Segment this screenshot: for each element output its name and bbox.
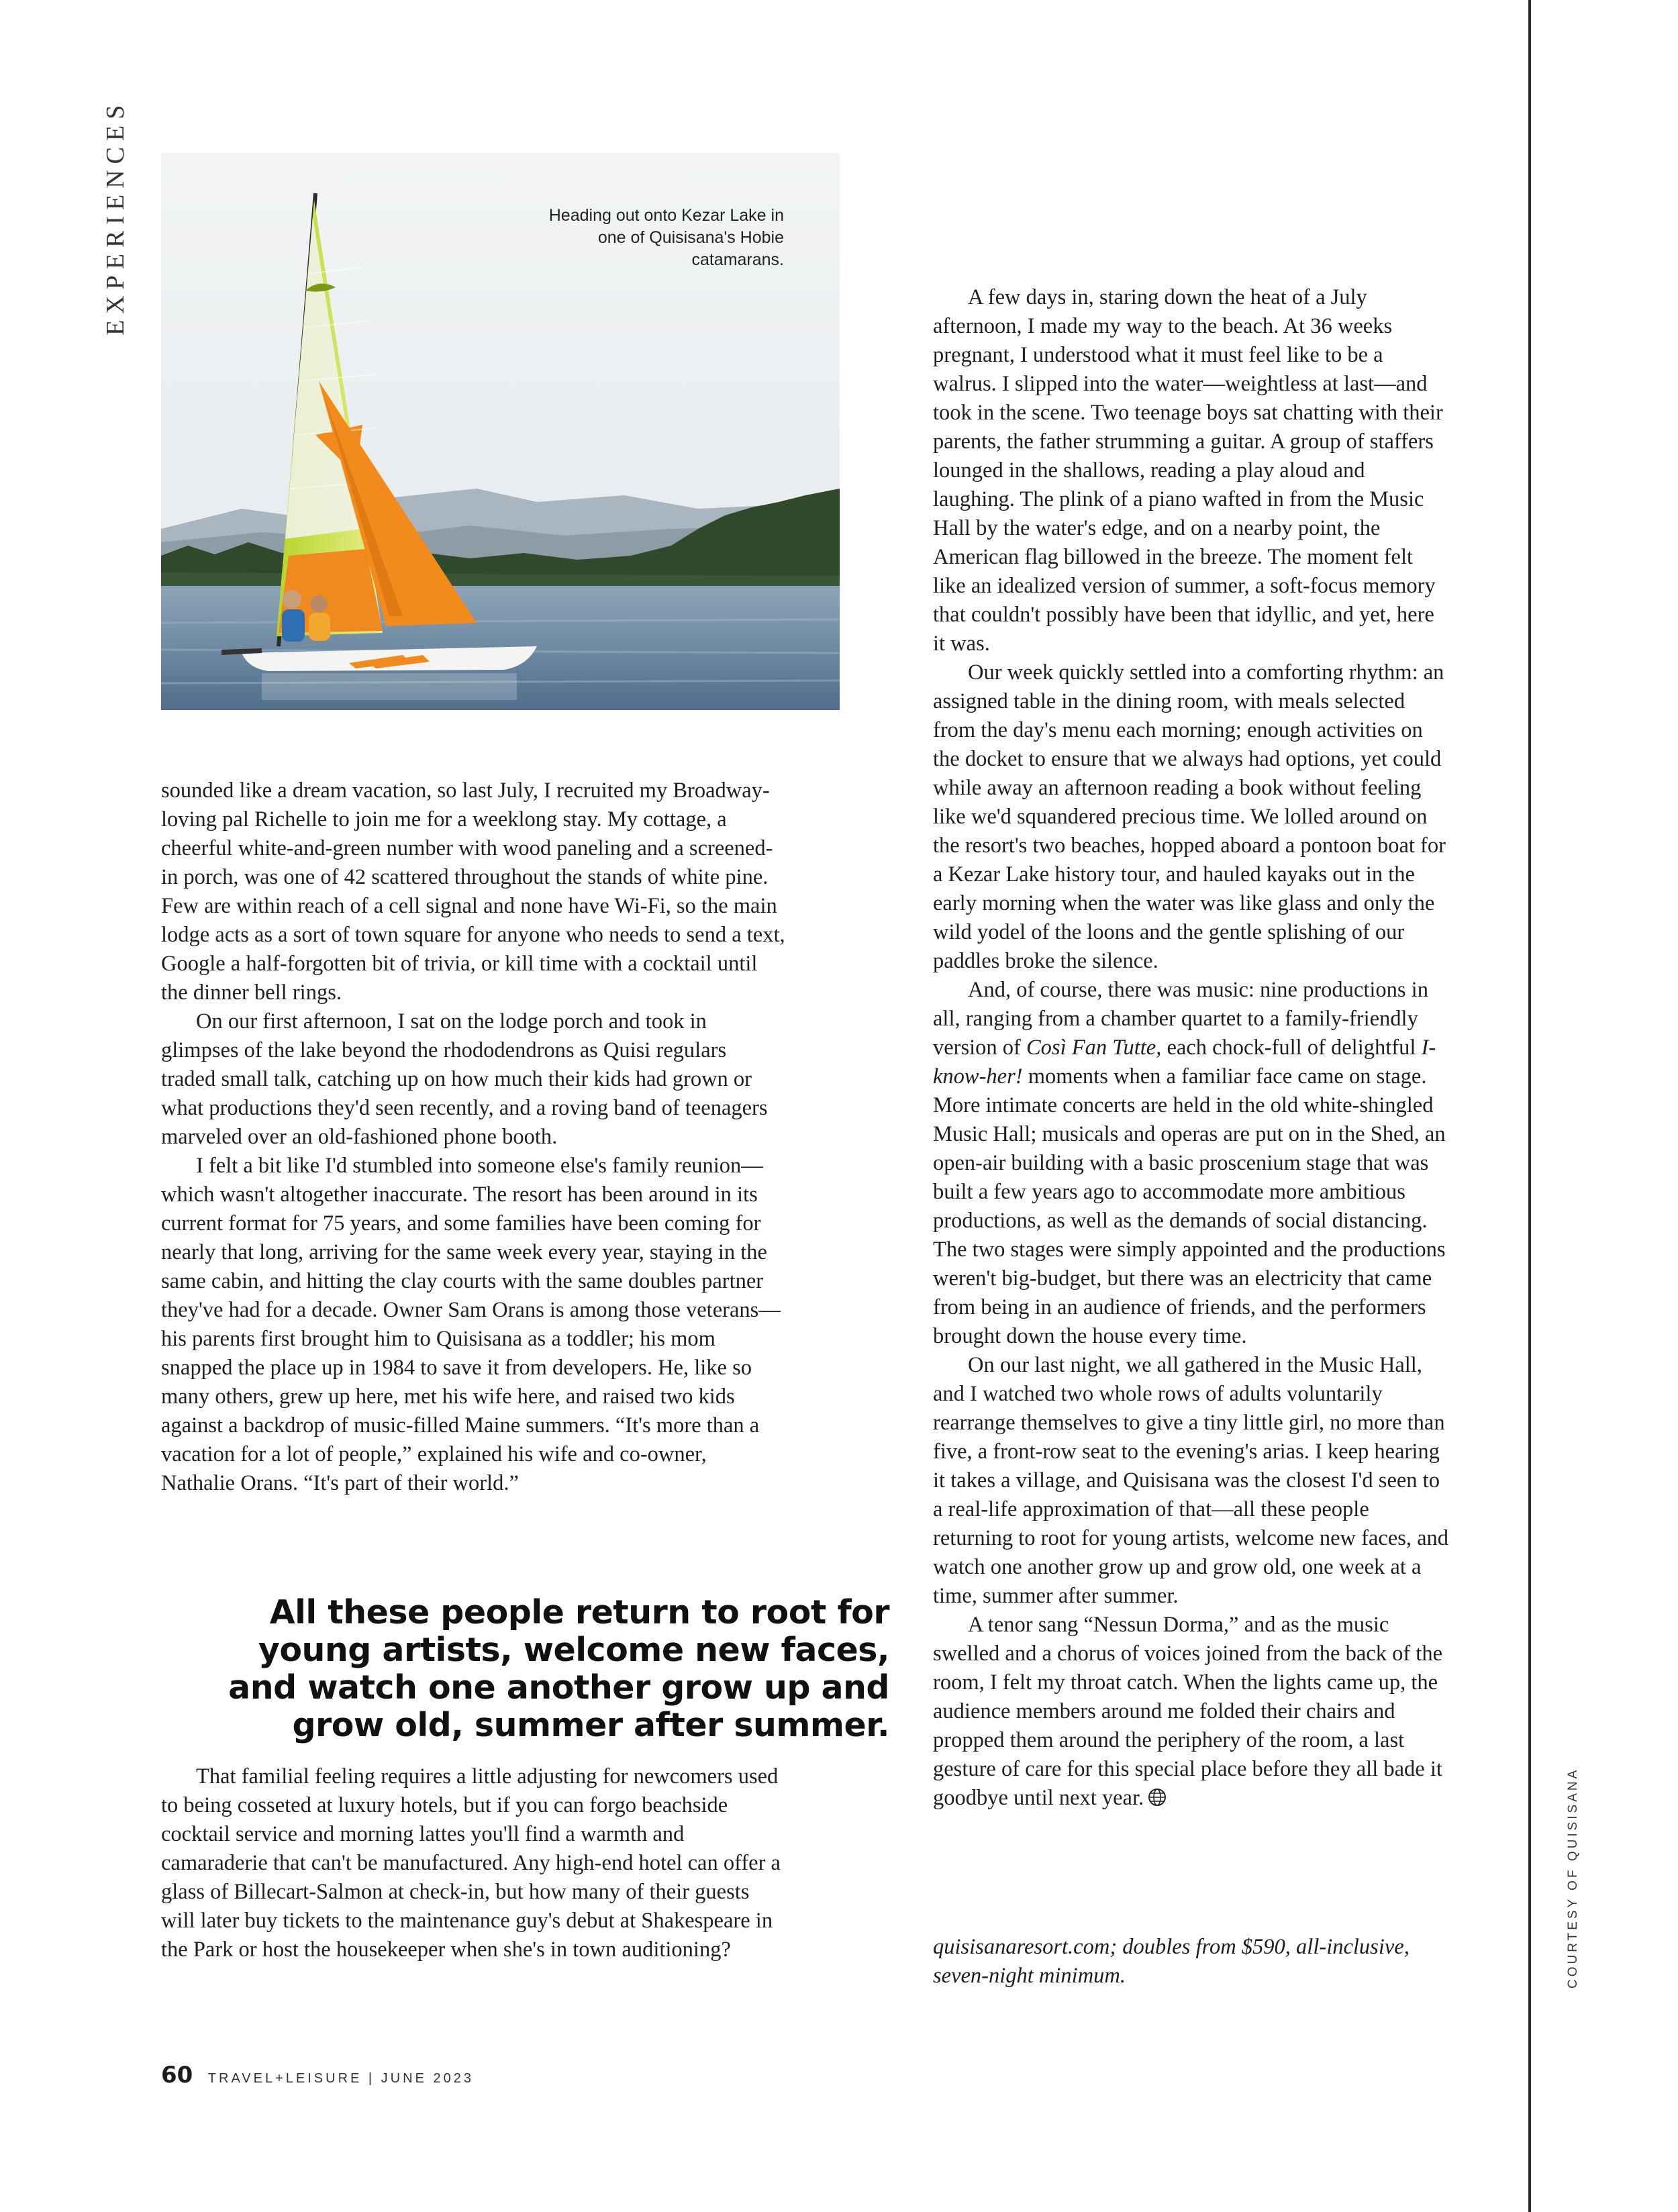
page-footer [161, 2062, 474, 2089]
pull-quote: All these people return to root for young artists, welcome new faces, and watch one another grow up and grow old, summer after summer. [228, 1593, 889, 1744]
right-column [933, 283, 1450, 1813]
body-paragraph [933, 1611, 1450, 1813]
magazine-issue: TRAVEL+LEISURE | JUNE 2023 [207, 2071, 474, 2086]
resort-info: quisisanaresort.com; doubles from $590, all-inclusive, seven-night minimum. [933, 1935, 1410, 1988]
text-run: each chock-full of delightful [1161, 1036, 1422, 1060]
section-label: EXPERIENCES [101, 99, 130, 336]
body-paragraph: On our first afternoon, I sat on the lodge porch and took in glimpses of the lake beyond the rhododendrons as Quisi regulars traded small talk, catching up on how much their kids had grown or what productions they'd seen recently, and a roving band of teenagers marveled over an old-fashioned phone booth. [161, 1009, 768, 1149]
body-paragraph: A few days in, staring down the heat of a July afternoon, I made my way to the beach. At 36 weeks pregnant, I understood what it must feel like to be a walrus. I slipped into the water—weightless at last—and took in the scene. Two teenage boys sat chatting with their parents, the father strumming a guitar. A group of staffers lounged in the shallows, reading a play aloud and laughing. The plink of a piano wafted in from the Music Hall by the water's edge, and on a nearby point, the American flag billowed in the breeze. The moment felt like an idealized version of summer, a soft-focus memory that couldn't possibly have been that idyllic, and yet, here it was. [933, 285, 1443, 656]
opera-title: Così Fan Tutte, [1026, 1036, 1162, 1060]
page-number: 60 [161, 2062, 193, 2089]
body-paragraph [933, 976, 1450, 1351]
left-column-top [161, 776, 785, 1498]
globe-end-mark-icon [1148, 1788, 1167, 1807]
photo-caption: Heading out onto Kezar Lake in one of Quisisana's Hobie catamarans. [548, 206, 784, 269]
photo-credit: COURTESY OF QUISISANA [1566, 1767, 1580, 1989]
text-run: moments when a familiar face came on stage. More intimate concerts are held in the old white-shingled Music Hall; musicals and operas are put on in the Shed, an open-air building with a basic proscenium stage that was built a few years ago to accommodate more ambitious productions, as well as the demands of social distancing. The two stages were simply appointed and the productions weren't big-budget, but there was an electricity that came from being in an audience of friends, and the performers brought down the house every time. [933, 1064, 1446, 1348]
body-paragraph: Our week quickly settled into a comforting rhythm: an assigned table in the dining room, with meals selected from the day's menu each morning; enough activities on the docket to ensure that we always had options, yet could while away an afternoon reading a book without feeling like we'd squandered precious time. We lolled around on the resort's two beaches, hopped aboard a pontoon boat for a Kezar Lake history tour, and hauled kayaks out in the early morning when the water was like glass and only the wild yodel of the loons and the gentle splishing of our paddles broke the silence. [933, 660, 1446, 973]
body-paragraph: On our last night, we all gathered in the Music Hall, and I watched two whole rows of adults voluntarily rearrange themselves to give a tiny little girl, no more than five, a front-row seat to the evening's arias. I keep hearing it takes a village, and Quisisana was the closest I'd seen to a real-life approximation of that—all these people returning to root for young artists, welcome new faces, and watch one another grow up and grow old, one week at a time, summer after summer. [933, 1353, 1449, 1608]
text-run: A tenor sang “Nessun Dorma,” and as the music swelled and a chorus of voices joined from the back of the room, I felt my throat catch. When the lights came up, the audience members around me folded their chairs and propped them around the periphery of the room, a last gesture of care for this special place before they all bade it goodbye until next year. [933, 1613, 1442, 1810]
body-paragraph: That familial feeling requires a little adjusting for newcomers used to being cosseted at luxury hotels, but if you can forgo beachside cocktail service and morning lattes you'll find a warmth and camaraderie that can't be manufactured. Any high-end hotel can offer a glass of Billecart-Salmon at check-in, but how many of their guests will later buy tickets to the maintenance guy's debut at Shakespeare in the Park or host the housekeeper when she's in town auditioning? [161, 1764, 781, 1962]
left-column-bottom [161, 1762, 785, 1964]
page-edge-rule [1528, 0, 1531, 2212]
body-paragraph: I felt a bit like I'd stumbled into someone else's family reunion—which wasn't altogether inaccurate. The resort has been around in its current format for 75 years, and some families have been coming for nearly that long, arriving for the same week every year, staying in the same cabin, and hitting the clay courts with the same doubles partner they've had for a decade. Owner Sam Orans is among those veterans—his parents first brought him to Quisisana as a toddler; his mom snapped the place up in 1984 to save it from developers. He, like so many others, grew up here, met his wife here, and raised two kids against a backdrop of music-filled Maine summers. “It's more than a vacation for a lot of people,” explained his wife and co-owner, Nathalie Orans. “It's part of their world.” [161, 1154, 781, 1495]
emphasis: I-know-her! [933, 1036, 1436, 1089]
text-run: And, of course, there was music: nine productions in all, ranging from a chamber quartet to a family-friendly version of [933, 978, 1428, 1060]
body-paragraph: sounded like a dream vacation, so last July, I recruited my Broadway-loving pal Richelle to join me for a weeklong stay. My cottage, a cheerful white-and-green number with wood paneling and a screened-in porch, was one of 42 scattered throughout the stands of white pine. Few are within reach of a cell signal and none have Wi-Fi, so the main lodge acts as a sort of town square for anyone who needs to send a text, Google a half-forgotten bit of trivia, or kill time with a cocktail until the dinner bell rings. [161, 778, 785, 1005]
